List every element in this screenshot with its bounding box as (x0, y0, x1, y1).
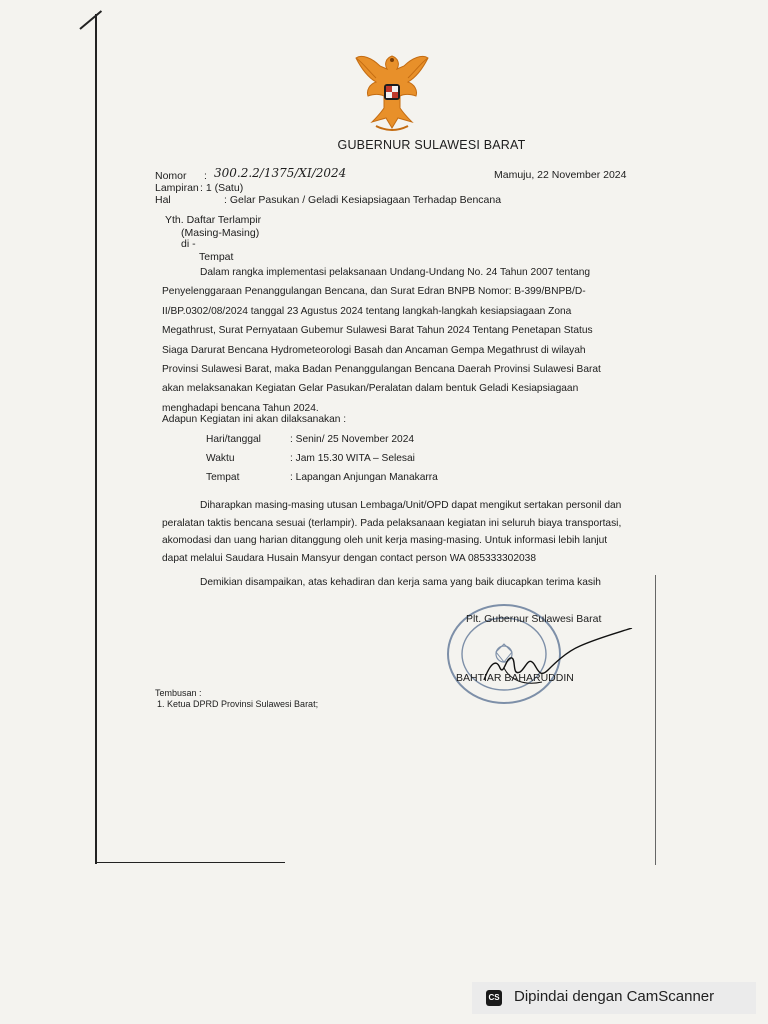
nomor-value: 300.2.2/1375/XI/2024 (214, 166, 347, 180)
body-paragraph-1 (162, 263, 632, 418)
cc-item: 1. Ketua DPRD Provinsi Sulawesi Barat; (157, 699, 319, 709)
recipient-line: di - (181, 238, 196, 250)
paragraph-line: Penyelenggaraan Penanggulangan Bencana, dan Surat Edran BNPB Nomor: B-399/BNPB/D- (162, 286, 586, 298)
letter-page: GUBERNUR SULAWESI BARAT Nomor : 300.2.2/1375/XI/2024 Mamuju, 22 November 2024 Lampiran : 1 (Satu) Hal : Gelar Pasukan / Geladi Kesiapsiagaan Terhadap Bencana Yth. Daftar Terlampir (Masing-Masing) di - Tempat Dalam rangka implementasi pelaksanaan Undang-Undang No. 24 Tahun 2007 tentang Penyelenggaraan Penanggulangan Bencana, dan Surat Edran BNPB Nomor: B-399/BNPB/D- II/BP.0302/08/2024 tanggal 23 Agustus 2024 tentang langkah-langkah kesiapsiagaan Zona Megathrust, Surat Pernyataan Gubemur Sulawesi Barat Tahun 2024 Tentang Penetapan Status Siaga Darurat Bencana Hydrometeorologi Basah dan Ancaman Gempa Megathrust di wilayah Provinsi Sulawesi Barat, maka Badan Penanggulangan Bencana Daerah Provinsi Sulawesi Barat akan melaksanakan Kegiatan Gelar Pasukan/Peralatan dalam bentuk Geladi Kesiapsiagaan menghadapi bencana Tahun 2024. Adapun Kegiatan ini akan dilaksanakan : Hari/tanggal : Senin/ 25 November 2024 Waktu : Jam 15.30 WITA – Selesai Tempat : Lapangan Anjungan Manakarra Diharapkan masing-masing utusan Lembaga/Unit/OPD dapat mengikut sertakan personil dan peralatan taktis bencana sesuai (terlampir). Pada pelaksanaan kegiatan ini seluruh biaya transportasi, akomodasi dan uang harian ditanggung oleh unit kerja masing-masing. Untuk informasi lebih lanjut dapat melalui Saudara Husain Mansyur dengan contact person WA 085333302038 Demikian disampaikan, atas kehadiran dan kerja sama yang baik diucapkan terima kasih Plt. Gubernur Sulawesi Barat BAHTIAR BAHARUDDIN Tembusan : 1. Ketua DPRD Provinsi Sulawesi Barat; CS Dipindai dengan CamScanner (0, 0, 768, 1024)
letter-title: GUBERNUR SULAWESI BARAT (337, 138, 526, 152)
paragraph-line: akan melaksanakan Kegiatan Gelar Pasukan/Peralatan dalam bentuk Geladi Kesiapsiagaan (162, 383, 579, 395)
lampiran-value: : 1 (Satu) (200, 182, 244, 194)
schedule-row (206, 472, 438, 491)
margin-tick (79, 10, 102, 30)
paragraph-line: Siaga Darurat Bencana Hydrometeorologi Basah dan Ancaman Gempa Megathrust di wilayah (162, 344, 586, 356)
signature-title: Plt. Gubernur Sulawesi Barat (466, 613, 602, 625)
garuda-emblem-icon (346, 44, 438, 136)
camscanner-icon: CS (486, 990, 502, 1006)
camscanner-bar (472, 982, 756, 1014)
paragraph-line: akomodasi dan uang harian ditanggung oleh unit kerja masing-masing. Untuk informasi lebih lanjut (162, 535, 608, 547)
schedule-label: Waktu (206, 453, 235, 464)
schedule-table (206, 434, 438, 491)
bottom-margin-line (95, 862, 285, 863)
schedule-label: Tempat (206, 472, 240, 483)
hal-value: : Gelar Pasukan / Geladi Kesiapsiagaan Terhadap Bencana (224, 194, 502, 206)
paragraph-line: menghadapi bencana Tahun 2024. (162, 402, 319, 414)
recipient-line: Tempat (199, 251, 234, 263)
schedule-value: : Senin/ 25 November 2024 (290, 434, 415, 445)
cc-label: Tembusan : (155, 688, 202, 698)
paragraph-line: II/BP.0302/08/2024 tanggal 23 Agustus 2024 tentang langkah-langkah kesiapsiagaan Zona (162, 305, 572, 317)
hal-label: Hal (155, 194, 171, 206)
schedule-row (206, 434, 438, 453)
right-margin-line (655, 575, 656, 865)
closing-line: Demikian disampaikan, atas kehadiran dan kerja sama yang baik diucapkan terima kasih (200, 577, 601, 588)
nomor-label: Nomor (155, 170, 187, 182)
paragraph-line: Provinsi Sulawesi Barat, maka Badan Penanggulangan Bencana Daerah Provinsi Sulawesi Barat (162, 364, 601, 376)
camscanner-label: Dipindai dengan CamScanner (514, 988, 715, 1005)
body-paragraph-2 (162, 497, 632, 567)
paragraph-line: peralatan taktis bencana sesuai (terlampir). Pada pelaksanaan kegiatan ini seluruh biaya transportasi, (162, 517, 622, 529)
paragraph-line: Megathrust, Surat Pernyataan Gubemur Sulawesi Barat Tahun 2024 Tentang Penetapan Status (162, 325, 593, 337)
letter-date: Mamuju, 22 November 2024 (494, 169, 627, 181)
paragraph-line: Dalam rangka implementasi pelaksanaan Undang-Undang No. 24 Tahun 2007 tentang (200, 267, 591, 278)
schedule-row (206, 453, 438, 472)
recipient-line: (Masing-Masing) (181, 227, 260, 239)
schedule-label: Hari/tanggal (206, 434, 261, 445)
recipient-line: Yth. Daftar Terlampir (165, 214, 262, 226)
signature-icon (470, 628, 640, 698)
lampiran-label: Lampiran (155, 182, 199, 194)
schedule-intro: Adapun Kegiatan ini akan dilaksanakan : (162, 414, 347, 425)
schedule-value: : Jam 15.30 WITA – Selesai (290, 453, 415, 464)
schedule-value: : Lapangan Anjungan Manakarra (290, 472, 438, 483)
signature-name: BAHTIAR BAHARUDDIN (456, 672, 574, 684)
paragraph-line: dapat melalui Saudara Husain Mansyur dengan contact person WA 085333302038 (162, 552, 536, 564)
paragraph-line: Diharapkan masing-masing utusan Lembaga/Unit/OPD dapat mengikut sertakan personil dan (200, 500, 622, 511)
